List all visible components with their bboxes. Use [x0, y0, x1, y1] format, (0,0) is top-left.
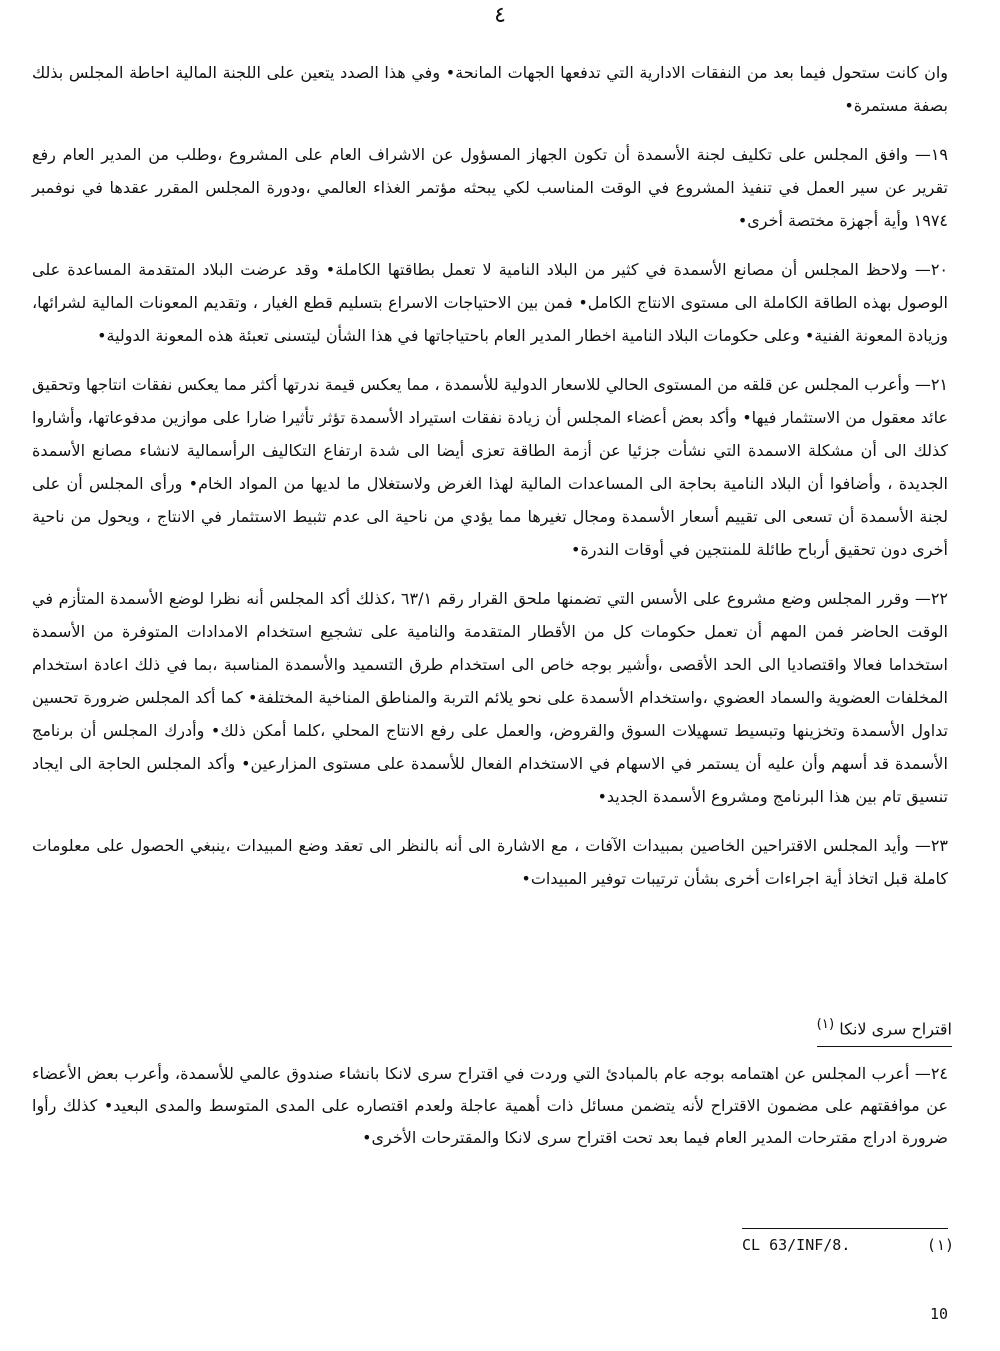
- paragraph-22: ٢٢— وقرر المجلس وضع مشروع على الأسس التي تضمنها ملحق القرار رقم ٦٣/١ ،كذلك أكد المجلس أنه نظرا لوضع الأسمدة المتأزم في الوقت الحاضر فمن المهم أن تعمل حكومات كل من الأقطار المتقدمة والنامية على تشجيع استخدام الامدادات المتوفرة من الأسمدة استخداما فعالا واقتصاديا الى الحد الأقصى ،وأشير بوجه خاص الى استخدام طرق التسميد والأسمدة المناسبة ،بما في ذلك اعادة استخدام المخلفات العضوية والسماد العضوي ،واستخدام الأسمدة على نحو يلائم التربة والمناطق المناخية المختلفة• كما أكد المجلس ضرورة تحسين تداول الأسمدة وتخزينها وتبسيط تسهيلات السوق والقروض، والعمل على رفع الانتاج المحلي ،كلما أمكن ذلك• وأدرك المجلس أن برنامج الأسمدة قد أسهم وأن عليه أن يستمر في الاسهام في الاستخدام الفعال للأسمدة على مستوى المزارعين• وأكد المجلس الحاجة الى ايجاد تنسيق تام بين هذا البرنامج ومشروع الأسمدة الجديد•: [32, 589, 949, 806]
- body-text: [32, 56, 948, 895]
- footnote-divider: [742, 1228, 948, 1229]
- footnote: [742, 1236, 954, 1254]
- paragraph-24: ٢٤— أعرب المجلس عن اهتمامه بوجه عام بالمبادئ التي وردت في اقتراح سرى لانكا بانشاء صندوق عالمي للأسمدة، وأعرب بعض الأعضاء عن موافقتهم على مضمون الاقتراح لأنه يتضمن مسائل ذات أهمية عاجلة ولعدم اقتصاره على المدى المتوسط والمدى البعيد• كذلك رأوا ضرورة ادراج مقترحات المدير العام فيما بعد تحت اقتراح سرى لانكا والمقترحات الأخرى•: [32, 1064, 948, 1147]
- paragraph-20: ٢٠— ولاحظ المجلس أن مصانع الأسمدة في كثير من البلاد النامية لا تعمل بطاقتها الكاملة• وقد عرضت البلاد المتقدمة المساعدة على الوصول بهذه الطاقة الكاملة الى مستوى الانتاج الكامل• فمن بين الاحتياجات الاسراع بتسليم قطع الغيار ، وتقديم المعونات المالية لشرائها، وزيادة المعونة الفنية• وعلى حكومات البلاد النامية اخطار المدير العام باحتياجاتها في هذا الشأن ليتسنى تعبئة هذه المعونة الدولية•: [32, 260, 948, 345]
- paragraph-continuation: وان كانت ستحول فيما بعد من النفقات الادارية التي تدفعها الجهات المانحة• وفي هذا الصدد يتعين على اللجنة المالية احاطة المجلس بذلك بصفة مستمرة•: [32, 63, 948, 115]
- paragraph-23: ٢٣— وأيد المجلس الاقتراحين الخاصين بمبيدات الآفات ، مع الاشارة الى أنه بالنظر الى تعقد وضع المبيدات ،ينبغي الحصول على معلومات كاملة قبل اتخاذ أية اجراءات أخرى بشأن ترتيبات توفير المبيدات•: [32, 836, 948, 888]
- section-heading: [817, 1010, 952, 1047]
- footnote-reference: CL 63/INF/8.: [742, 1236, 851, 1254]
- paragraph-21: ٢١— وأعرب المجلس عن قلقه من المستوى الحالي للاسعار الدولية للأسمدة ، مما يعكس قيمة ندرتها أكثر مما يعكس نفقات انتاجها وتحقيق عائد معقول من الاستثمار فيها• وأكد بعض أعضاء المجلس أن زيادة نفقات استيراد الأسمدة تؤثر تأثيرا ضارا على موازين مدفوعاتها، وأشاروا كذلك الى أن مشكلة الاسمدة التي نشأت جزئيا عن أزمة الطاقة تعزى أيضا الى شدة ارتفاع التكاليف الرأسمالية لانشاء مصانع الأسمدة الجديدة ، وأضافوا أن البلاد النامية بحاجة الى المساعدات المالية لهذا الغرض ولاستغلال ما لديها من المواد الخام• ورأى المجلس أن على لجنة الأسمدة أن تسعى الى تقييم أسعار الأسمدة ومجال تغيرها مما يؤدي من ناحية الى عدم تثبيط الاستثمار في الانتاج ، ويحول من ناحية أخرى دون تحقيق أرباح طائلة للمنتجين في أوقات الندرة•: [32, 375, 948, 559]
- footnote-marker: (١): [926, 1236, 954, 1254]
- footnote-reference-marker: (١): [816, 1017, 835, 1032]
- section-heading-text: اقتراح سرى لانكا: [839, 1019, 952, 1039]
- paragraph-19: ١٩— وافق المجلس على تكليف لجنة الأسمدة أن تكون الجهاز المسؤول عن الاشراف العام على المشروع ،وطلب من المدير العام رفع تقرير عن سير العمل في تنفيذ المشروع في الوقت المناسب لكي يبحثه مؤتمر الغذاء العالمي ،ودورة المجلس المقرر عقدها في نوفمبر ١٩٧٤ وأية أجهزة مختصة أخرى•: [32, 145, 948, 230]
- document-code: 10: [930, 1305, 949, 1323]
- page-number: ٤: [494, 3, 506, 28]
